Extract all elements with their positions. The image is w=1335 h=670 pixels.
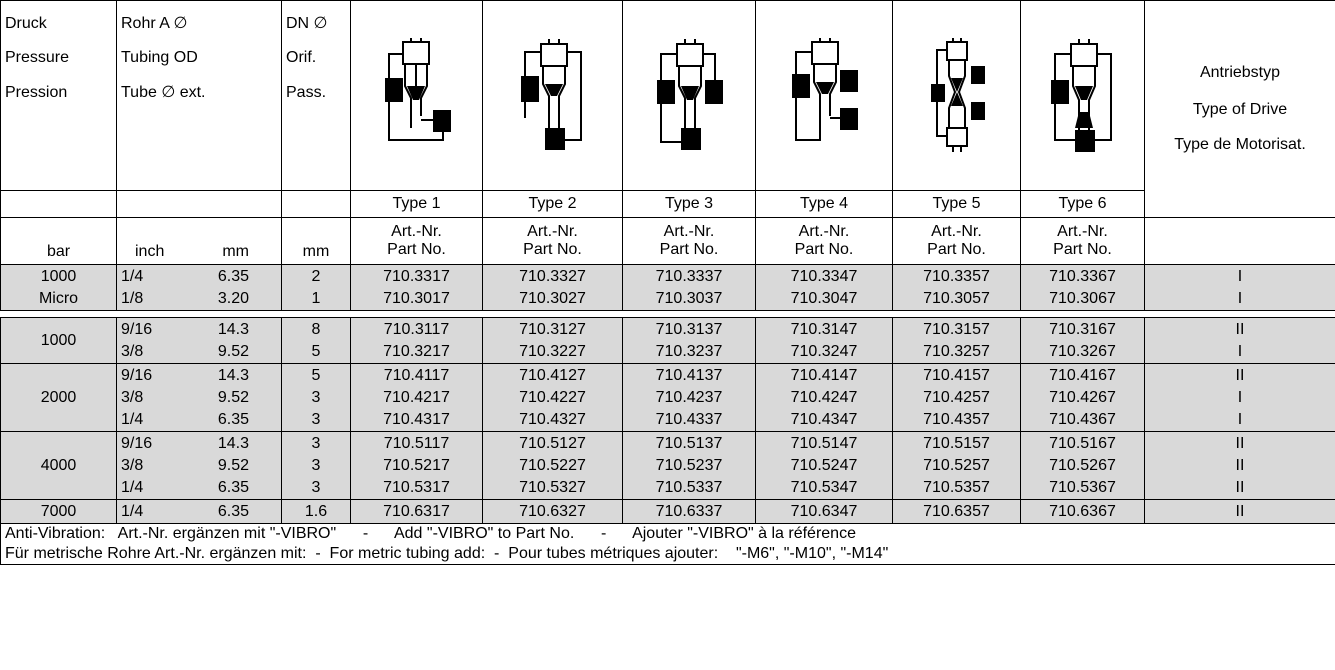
part-number: 710.3047 — [790, 289, 858, 307]
part-number: 710.5167 — [1049, 434, 1116, 452]
tubing-pair — [121, 341, 277, 363]
tubing-cell — [117, 364, 282, 432]
part-number: 710.4327 — [519, 410, 586, 428]
drive-header-fr: Type de Motorisat. — [1174, 135, 1306, 153]
part-number-cell — [756, 500, 893, 524]
pressure-value: 7000 — [40, 502, 77, 520]
unit-bar: bar — [1, 218, 117, 265]
valve-type5-cell — [893, 1, 1021, 191]
pressure-value: 4000 — [40, 456, 77, 474]
valve-type2-icon — [513, 36, 593, 156]
part-number-cell — [351, 432, 483, 500]
tubing-header — [117, 1, 282, 191]
part-label-de: Art.-Nr. — [663, 222, 715, 240]
part-number: 710.3267 — [1049, 342, 1116, 360]
tubing-header-de: Rohr A ∅ — [121, 15, 188, 32]
part-number: 710.5117 — [383, 434, 450, 452]
drive-header — [1145, 1, 1335, 218]
part-number: 710.3127 — [519, 320, 586, 338]
part-label-en: Part No. — [523, 241, 582, 258]
pressure-cell — [1, 265, 117, 311]
drive-type: II — [1235, 478, 1245, 496]
part-number: 710.5217 — [383, 456, 450, 474]
part-number: 710.5237 — [655, 456, 723, 474]
part-number: 710.3017 — [383, 289, 450, 307]
tubing-mm: 9.52 — [217, 388, 249, 406]
part-number: 710.4367 — [1049, 410, 1116, 428]
part-number: 710.3337 — [655, 267, 723, 285]
part-number: 710.4247 — [790, 388, 858, 406]
orifice-value: 3 — [311, 434, 321, 452]
tubing-inch: 9/16 — [121, 366, 153, 384]
tubing-mm: 6.35 — [217, 410, 249, 428]
orifice-header — [282, 1, 351, 191]
part-number: 710.4347 — [790, 410, 858, 428]
tubing-pair — [121, 433, 277, 455]
part-number: 710.6367 — [1049, 502, 1116, 520]
type-label: Type 6 — [1021, 191, 1145, 218]
part-number: 710.3147 — [790, 320, 858, 338]
type-label: Type 1 — [351, 191, 483, 218]
valve-type3-cell — [623, 1, 756, 191]
pressure-value: 2000 — [40, 388, 77, 406]
part-no-header — [893, 218, 1021, 265]
pressure-header-en: Pressure — [5, 49, 70, 67]
drive-type: II — [1235, 434, 1245, 452]
valve-type1-cell — [351, 1, 483, 191]
part-label-en: Part No. — [1053, 241, 1112, 258]
tubing-mm: 14.3 — [217, 320, 249, 338]
part-number-cell — [351, 364, 483, 432]
tubing-mm: 14.3 — [217, 434, 249, 452]
tubing-mm: 6.35 — [217, 478, 249, 496]
part-number: 710.3137 — [655, 320, 723, 338]
part-number: 710.4147 — [790, 366, 858, 384]
part-number: 710.3237 — [655, 342, 723, 360]
tubing-inch: 3/8 — [121, 388, 144, 406]
separator-cell — [1, 311, 1335, 318]
part-number: 710.3327 — [519, 267, 586, 285]
part-number: 710.3227 — [519, 342, 586, 360]
drive-cell — [1145, 364, 1335, 432]
empty-cell — [282, 191, 351, 218]
pressure-header-fr: Pression — [5, 83, 68, 101]
part-number: 710.5367 — [1049, 478, 1116, 496]
part-label-en: Part No. — [387, 241, 446, 258]
tubing-mm: 14.3 — [217, 366, 249, 384]
group-row — [1, 500, 1335, 524]
drive-type: I — [1237, 410, 1243, 428]
part-number-cell — [756, 318, 893, 364]
empty-cell — [1145, 218, 1335, 265]
type-label: Type 2 — [483, 191, 623, 218]
valve-type6-icon — [1043, 36, 1123, 156]
unit-orifice-mm: mm — [282, 218, 351, 265]
drive-type: I — [1237, 342, 1243, 360]
unit-mm: mm — [222, 242, 249, 260]
valve-type6-cell — [1021, 1, 1145, 191]
drive-cell — [1145, 500, 1335, 524]
group-row — [1, 364, 1335, 432]
part-number-cell — [893, 500, 1021, 524]
tubing-cell — [117, 318, 282, 364]
tubing-mm: 9.52 — [217, 342, 249, 360]
part-number-cell — [351, 500, 483, 524]
part-number: 710.4337 — [655, 410, 723, 428]
part-number: 710.3347 — [790, 267, 858, 285]
orifice-value: 1 — [311, 289, 321, 307]
orifice-cell — [282, 318, 351, 364]
pressure-value: 1000 — [40, 331, 77, 349]
part-number: 710.4167 — [1049, 366, 1116, 384]
part-number: 710.3357 — [923, 267, 990, 285]
orifice-value: 3 — [311, 410, 321, 428]
part-no-header — [351, 218, 483, 265]
part-number: 710.5317 — [383, 478, 450, 496]
tubing-mm: 3.20 — [217, 289, 249, 307]
part-label-de: Art.-Nr. — [931, 222, 982, 240]
tubing-pair — [121, 365, 277, 387]
orifice-value: 5 — [311, 366, 321, 384]
part-number: 710.4257 — [923, 388, 990, 406]
part-number: 710.4227 — [519, 388, 586, 406]
part-number: 710.4217 — [383, 388, 450, 406]
orifice-value: 1.6 — [304, 502, 328, 520]
part-number-cell — [483, 432, 623, 500]
part-number: 710.4137 — [655, 366, 723, 384]
orifice-value: 3 — [311, 478, 321, 496]
part-number: 710.4117 — [383, 366, 450, 384]
tubing-inch: 1/8 — [121, 289, 144, 307]
part-number: 710.3217 — [383, 342, 450, 360]
empty-cell — [117, 191, 282, 218]
part-number: 710.3037 — [655, 289, 723, 307]
part-number: 710.3117 — [383, 320, 450, 338]
orifice-cell — [282, 265, 351, 311]
tubing-cell — [117, 432, 282, 500]
part-number: 710.6357 — [923, 502, 990, 520]
tubing-header-en: Tubing OD — [121, 49, 198, 67]
drive-type: I — [1237, 267, 1243, 285]
valve-type4-icon — [784, 36, 864, 156]
header-row — [1, 1, 1335, 191]
part-number: 710.4127 — [519, 366, 586, 384]
orifice-value: 5 — [311, 342, 321, 360]
type-label-row — [1, 191, 1335, 218]
part-number: 710.5157 — [923, 434, 990, 452]
part-number: 710.5247 — [790, 456, 858, 474]
part-number-cell — [623, 318, 756, 364]
part-number: 710.4317 — [383, 410, 450, 428]
part-number: 710.5147 — [790, 434, 858, 452]
drive-cell — [1145, 318, 1335, 364]
valve-type3-icon — [649, 36, 729, 156]
part-label-en: Part No. — [794, 241, 854, 258]
pressure-value: 1000 — [40, 267, 77, 285]
orifice-cell — [282, 364, 351, 432]
group-separator — [1, 311, 1335, 318]
tubing-cell — [117, 500, 282, 524]
part-number: 710.3027 — [519, 289, 586, 307]
drive-type: I — [1237, 289, 1243, 307]
footer-line-metric: Für metrische Rohre Art.-Nr. ergänzen mit: - For metric tubing add: - Pour tubes métriques ajouter: "-M6", "-M10", "-M14" — [5, 545, 889, 562]
part-number-cell — [623, 500, 756, 524]
part-number-cell — [893, 432, 1021, 500]
part-number: 710.3247 — [790, 342, 858, 360]
part-number-cell — [893, 318, 1021, 364]
drive-type: I — [1237, 388, 1243, 406]
part-number: 710.3257 — [923, 342, 990, 360]
valve-type1-icon — [377, 36, 457, 156]
group-row — [1, 265, 1335, 311]
empty-cell — [1, 191, 117, 218]
pressure-value: Micro — [38, 289, 79, 307]
part-number: 710.4157 — [923, 366, 990, 384]
orifice-header-de: DN ∅ — [286, 15, 328, 32]
tubing-pair — [121, 477, 277, 499]
part-number-cell — [623, 364, 756, 432]
part-no-header — [756, 218, 893, 265]
part-number: 710.3367 — [1049, 267, 1116, 285]
part-number-cell — [623, 432, 756, 500]
tubing-mm: 6.35 — [217, 267, 249, 285]
part-number: 710.3157 — [923, 320, 990, 338]
group-row — [1, 318, 1335, 364]
unit-tubing — [117, 218, 282, 265]
part-number-cell — [483, 364, 623, 432]
orifice-value: 2 — [311, 267, 321, 285]
tubing-pair — [121, 288, 277, 310]
type-label: Type 3 — [623, 191, 756, 218]
part-number-cell — [756, 432, 893, 500]
tubing-inch: 1/4 — [121, 267, 144, 285]
tubing-mm: 6.35 — [217, 502, 249, 520]
part-number: 710.3057 — [923, 289, 990, 307]
tubing-pair — [121, 455, 277, 477]
footer-note — [1, 524, 1335, 565]
part-number: 710.6327 — [519, 502, 586, 520]
part-label-en: Part No. — [927, 241, 986, 258]
part-number: 710.5327 — [519, 478, 586, 496]
part-no-header — [623, 218, 756, 265]
tubing-inch: 3/8 — [121, 456, 144, 474]
part-number: 710.6347 — [790, 502, 858, 520]
type-label: Type 5 — [893, 191, 1021, 218]
tubing-cell — [117, 265, 282, 311]
tubing-inch: 1/4 — [121, 502, 144, 520]
orifice-value: 3 — [311, 388, 321, 406]
part-number-cell — [1021, 265, 1145, 311]
tubing-inch: 9/16 — [121, 320, 153, 338]
pressure-cell — [1, 318, 117, 364]
part-number: 710.4237 — [655, 388, 723, 406]
part-number-cell — [623, 265, 756, 311]
unit-inch: inch — [135, 242, 165, 260]
group-row — [1, 432, 1335, 500]
part-number: 710.3067 — [1049, 289, 1116, 307]
tubing-pair — [121, 409, 277, 431]
valve-type4-cell — [756, 1, 893, 191]
drive-cell — [1145, 265, 1335, 311]
part-number-cell — [483, 500, 623, 524]
part-number: 710.3167 — [1049, 320, 1116, 338]
drive-type: II — [1235, 320, 1245, 338]
tubing-pair — [121, 319, 277, 341]
part-number-cell — [756, 265, 893, 311]
part-label-en: Part No. — [659, 241, 719, 258]
part-number-cell — [756, 364, 893, 432]
drive-header-de: Antriebstyp — [1199, 64, 1281, 82]
part-number-cell — [483, 318, 623, 364]
tubing-pair — [121, 501, 277, 523]
pressure-header-de: Druck — [5, 15, 47, 32]
type-label: Type 4 — [756, 191, 893, 218]
part-number: 710.6337 — [655, 502, 723, 520]
drive-type: II — [1235, 502, 1245, 520]
units-row — [1, 218, 1335, 265]
tubing-inch: 1/4 — [121, 410, 144, 428]
drive-header-en: Type of Drive — [1192, 100, 1288, 118]
footer-line-vibro: Anti-Vibration: Art.-Nr. ergänzen mit "-VIBRO" - Add "-VIBRO" to Part No. - Ajouter "-VIBRO" à la référence — [5, 525, 856, 542]
part-number: 710.5357 — [923, 478, 990, 496]
part-number: 710.5257 — [923, 456, 990, 474]
orifice-header-en: Orif. — [286, 49, 317, 67]
drive-cell — [1145, 432, 1335, 500]
part-no-header — [1021, 218, 1145, 265]
footer-row — [1, 524, 1335, 565]
valve-type2-cell — [483, 1, 623, 191]
part-number-cell — [1021, 500, 1145, 524]
part-number-cell — [1021, 318, 1145, 364]
part-number: 710.5227 — [519, 456, 586, 474]
part-no-header — [483, 218, 623, 265]
part-label-de: Art.-Nr. — [527, 222, 578, 240]
part-label-de: Art.-Nr. — [391, 222, 442, 240]
tubing-mm: 9.52 — [217, 456, 249, 474]
pressure-cell — [1, 364, 117, 432]
orifice-cell — [282, 432, 351, 500]
tubing-inch: 9/16 — [121, 434, 153, 452]
part-number: 710.6317 — [383, 502, 450, 520]
valve-type5-icon — [917, 36, 997, 156]
tubing-pair — [121, 387, 277, 409]
part-label-de: Art.-Nr. — [1057, 222, 1108, 240]
orifice-value: 3 — [311, 456, 321, 474]
orifice-cell — [282, 500, 351, 524]
pressure-cell — [1, 432, 117, 500]
part-number-cell — [1021, 364, 1145, 432]
part-number-cell — [483, 265, 623, 311]
part-number-cell — [893, 364, 1021, 432]
orifice-header-fr: Pass. — [286, 83, 327, 101]
drive-type: II — [1235, 456, 1245, 474]
part-number: 710.5267 — [1049, 456, 1116, 474]
part-number-cell — [351, 265, 483, 311]
part-label-de: Art.-Nr. — [798, 222, 850, 240]
part-number: 710.4267 — [1049, 388, 1116, 406]
part-number: 710.5127 — [519, 434, 586, 452]
tubing-pair — [121, 266, 277, 288]
part-number-cell — [1021, 432, 1145, 500]
part-number: 710.5347 — [790, 478, 858, 496]
part-number: 710.5137 — [655, 434, 723, 452]
part-number: 710.4357 — [923, 410, 990, 428]
tubing-header-fr: Tube ∅ ext. — [121, 83, 206, 101]
tubing-inch: 3/8 — [121, 342, 144, 360]
pressure-header — [1, 1, 117, 191]
part-number: 710.3317 — [383, 267, 450, 285]
pressure-cell — [1, 500, 117, 524]
drive-type: II — [1235, 366, 1245, 384]
tubing-inch: 1/4 — [121, 478, 144, 496]
orifice-value: 8 — [311, 320, 321, 338]
part-number-cell — [351, 318, 483, 364]
part-number: 710.5337 — [655, 478, 723, 496]
part-number-cell — [893, 265, 1021, 311]
